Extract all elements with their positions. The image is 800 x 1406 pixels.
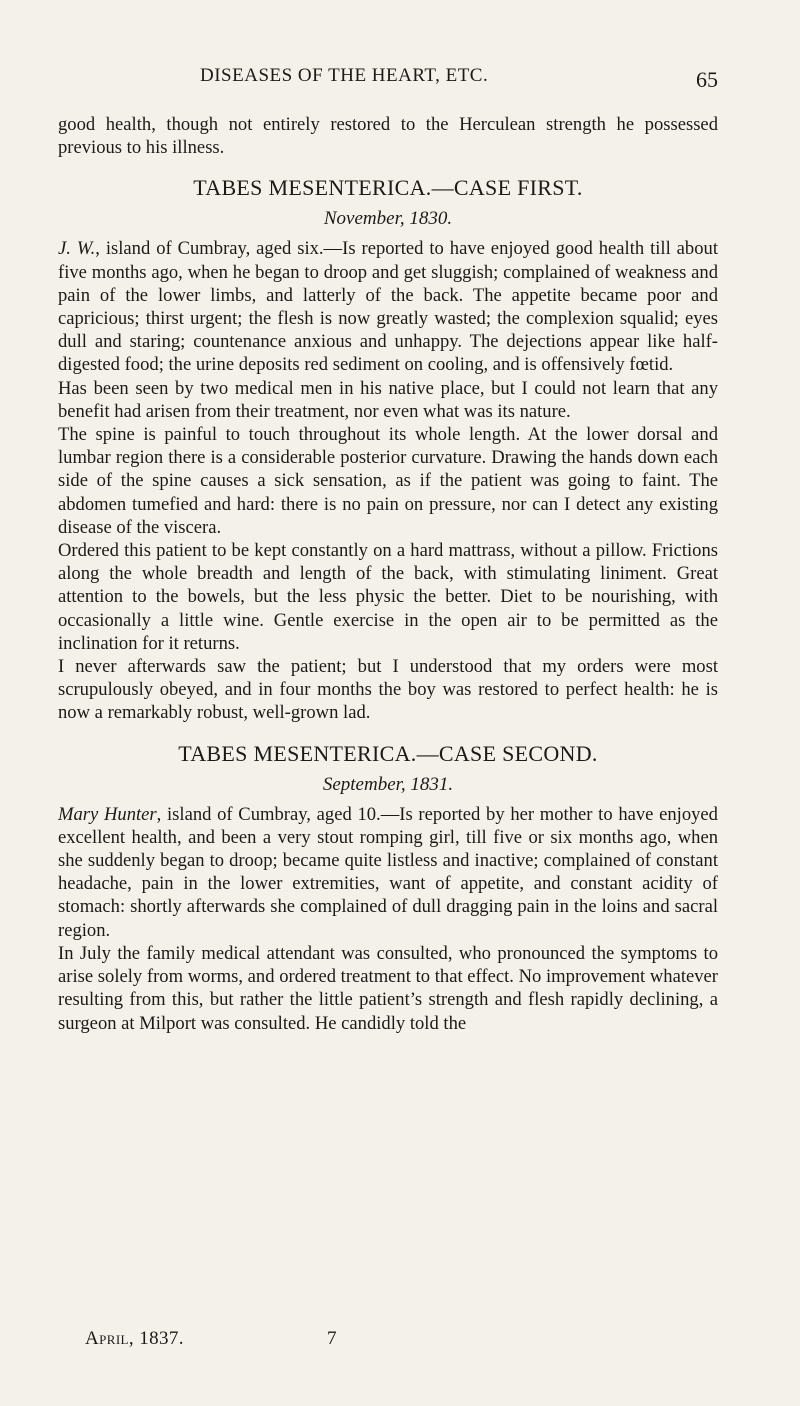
case-first-paragraph-3: The spine is painful to touch throughout its whole length. At the lower dorsal and lumbar region there is a considerable posterior curvature. Drawing the hands down each side of the spine causes a sick sensation, as if the patient was going to faint. The abdomen tumefied and hard: there is no pain on pressure, nor can I detect any existing disease of the viscera.: [58, 424, 718, 538]
case-first-paragraph-1-text: , island of Cumbray, aged six.—Is reported to have enjoyed good health till about five months ago, when he began to droop and get sluggish; complained of weakness and pain of the lower limbs, and latterly of the back. The appetite became poor and capricious; thirst urgent; the flesh is now greatly wasted; the complexion squalid; eyes dull and staring; countenance anxious and unhappy. The dejections appear like half-digested food; the urine deposits red sediment on cooling, and is offensively fœtid.: [58, 238, 718, 376]
page-body: [58, 113, 718, 1035]
case-first-paragraph-1: [58, 237, 718, 376]
case-first-paragraph-5: I never afterwards saw the patient; but I understood that my orders were most scrupulously obeyed, and in four months the boy was restored to perfect health: he is now a remarkably robust, well-grown lad.: [58, 656, 718, 724]
issue-date: April, 1837.: [85, 1328, 184, 1349]
page-number: 65: [696, 67, 718, 92]
case-second-paragraph-2: In July the family medical attendant was consulted, who pronounced the symptoms to arise solely from worms, and ordered treatment to that effect. No improvement whatever resulting from this, but rather the little patient’s strength and flesh rapidly declining, a surgeon at Milport was consulted. He candidly told the: [58, 942, 718, 1034]
case-second-paragraph-1-text: , island of Cumbray, aged 10.—Is reported by her mother to have enjoyed excellent health, and been a very stout romping girl, till five or six months ago, when she suddenly began to droop; became quite listless and inactive; complained of constant headache, pain in the lower extremities, want of appetite, and constant acidity of stomach: shortly afterwards she complained of dull dragging pain in the loins and sacral region.: [58, 803, 718, 941]
case-first-heading: TABES MESENTERICA.—CASE FIRST.: [193, 175, 583, 201]
case-second-paragraph-1: [58, 803, 718, 942]
intro-paragraph: good health, though not entirely restored to the Herculean strength he possessed previous to his illness.: [58, 114, 718, 159]
running-head: [60, 65, 740, 95]
page-footer: [85, 1328, 485, 1354]
case-first-patient-name: J. W.: [58, 238, 96, 260]
case-first-paragraph-2: Has been seen by two medical men in his native place, but I could not learn that any benefit had arisen from their treatment, nor even what was its nature.: [58, 377, 718, 422]
case-first-date: November, 1830.: [323, 208, 453, 230]
case-second-date: September, 1831.: [322, 773, 454, 795]
running-title: DISEASES OF THE HEART, ETC.: [200, 65, 489, 86]
case-second-heading: TABES MESENTERICA.—CASE SECOND.: [178, 740, 598, 766]
case-first-paragraph-4: Ordered this patient to be kept constantly on a hard mattrass, without a pillow. Frictions along the whole breadth and length of the back, with stimulating liniment. Great attention to the bowels, but the less physic the better. Diet to be nourishing, with occasionally a little wine. Gentle exercise in the open air to be permitted as the inclination for it returns.: [58, 540, 718, 654]
signature-mark: 7: [327, 1328, 337, 1349]
case-second-patient-name: Mary Hunter: [58, 803, 157, 825]
